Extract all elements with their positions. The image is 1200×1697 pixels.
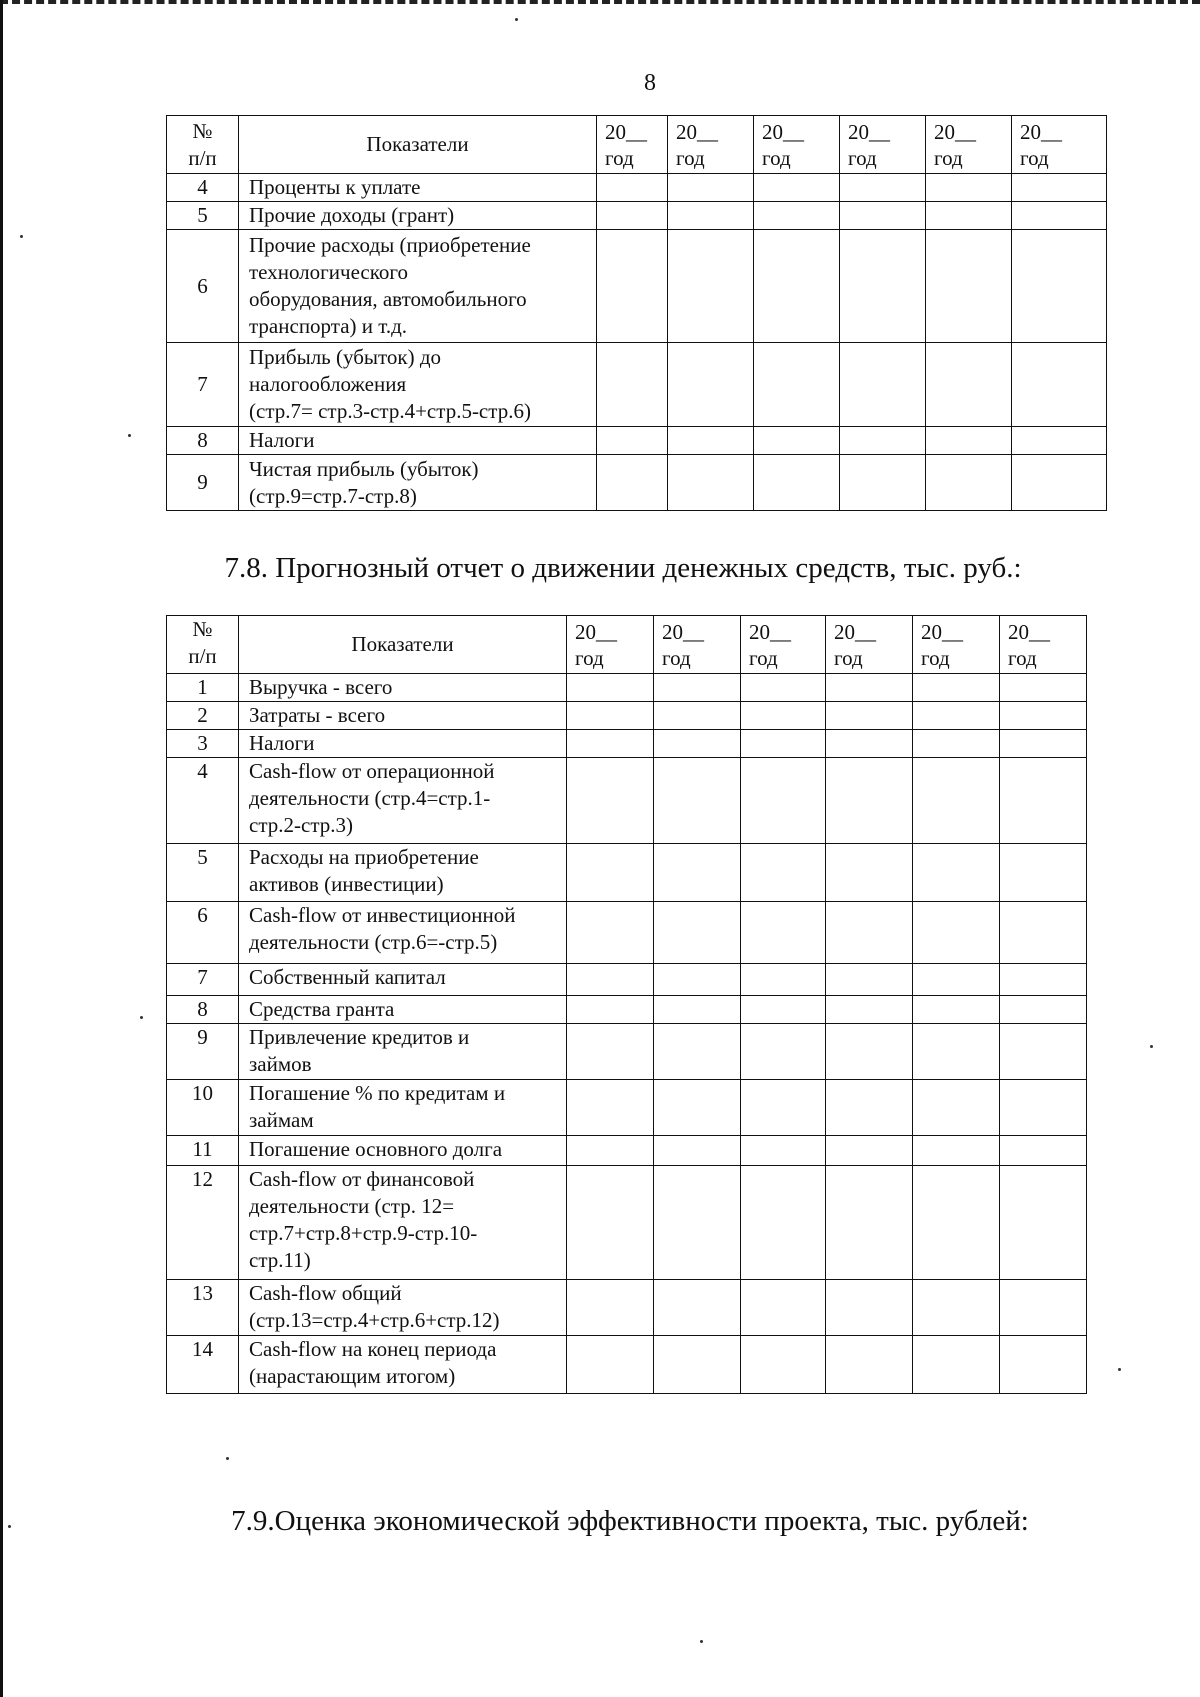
year-value-cell[interactable] bbox=[668, 343, 754, 427]
year-value-cell[interactable] bbox=[567, 1080, 654, 1136]
header-number-label: п/п bbox=[188, 145, 217, 170]
row-number-cell: 14 bbox=[167, 1336, 239, 1394]
row-indicator-cell bbox=[239, 730, 567, 758]
year-value-cell[interactable] bbox=[1012, 230, 1107, 343]
header-year-label: год bbox=[921, 645, 950, 670]
header-year-label: 20__ bbox=[605, 119, 647, 144]
indicator-text-line: стр.7+стр.8+стр.9-стр.10- bbox=[249, 1221, 478, 1245]
header-year-label: год bbox=[934, 145, 963, 170]
year-value-cell[interactable] bbox=[913, 758, 1000, 844]
year-value-cell[interactable] bbox=[741, 1136, 826, 1166]
header-year-label: год bbox=[662, 645, 691, 670]
indicator-text-line: оборудования, автомобильного bbox=[249, 287, 527, 311]
year-value-cell[interactable] bbox=[654, 1166, 741, 1280]
header-year-label: год bbox=[1020, 145, 1049, 170]
year-value-cell[interactable] bbox=[567, 1166, 654, 1280]
year-value-cell[interactable] bbox=[913, 996, 1000, 1024]
year-value-cell[interactable] bbox=[567, 674, 654, 702]
table-row bbox=[167, 1336, 1087, 1394]
year-value-cell[interactable] bbox=[913, 1080, 1000, 1136]
row-indicator-cell bbox=[239, 844, 567, 902]
year-value-cell[interactable] bbox=[913, 674, 1000, 702]
year-value-cell[interactable] bbox=[826, 844, 913, 902]
year-value-cell[interactable] bbox=[741, 902, 826, 964]
year-value-cell[interactable] bbox=[741, 758, 826, 844]
table-row bbox=[167, 1080, 1087, 1136]
table-header-row bbox=[167, 616, 1087, 674]
year-value-cell[interactable] bbox=[1000, 1336, 1087, 1394]
year-value-cell[interactable] bbox=[1000, 1280, 1087, 1336]
table-row bbox=[167, 902, 1087, 964]
year-value-cell[interactable] bbox=[913, 702, 1000, 730]
year-value-cell[interactable] bbox=[1000, 1024, 1087, 1080]
scan-speck bbox=[20, 235, 23, 238]
header-year-label: 20__ bbox=[749, 619, 791, 644]
header-cell-year bbox=[741, 616, 826, 674]
row-indicator-cell bbox=[239, 996, 567, 1024]
row-indicator-cell bbox=[239, 1336, 567, 1394]
header-cell-year bbox=[754, 116, 840, 174]
year-value-cell[interactable] bbox=[597, 230, 668, 343]
year-value-cell[interactable] bbox=[567, 730, 654, 758]
header-year-label: 20__ bbox=[575, 619, 617, 644]
year-value-cell[interactable] bbox=[741, 674, 826, 702]
indicator-text-line: Прибыль (убыток) до bbox=[249, 345, 442, 369]
table-row bbox=[167, 844, 1087, 902]
indicator-text-line: активов (инвестиции) bbox=[249, 872, 444, 896]
year-value-cell[interactable] bbox=[741, 730, 826, 758]
row-number-cell: 6 bbox=[167, 902, 239, 964]
header-year-label: год bbox=[1008, 645, 1037, 670]
indicator-text-line: Затраты - всего bbox=[249, 703, 386, 727]
year-value-cell[interactable] bbox=[840, 202, 926, 230]
header-year-label: 20__ bbox=[921, 619, 963, 644]
year-value-cell[interactable] bbox=[913, 1024, 1000, 1080]
indicator-text-line: (стр.9=стр.7-стр.8) bbox=[249, 483, 417, 508]
year-value-cell[interactable] bbox=[826, 1280, 913, 1336]
table-row bbox=[167, 202, 1107, 230]
year-value-cell[interactable] bbox=[1000, 758, 1087, 844]
header-year-label: 20__ bbox=[762, 119, 804, 144]
year-value-cell[interactable] bbox=[1000, 844, 1087, 902]
year-value-cell[interactable] bbox=[1000, 1080, 1087, 1136]
year-value-cell[interactable] bbox=[597, 427, 668, 455]
row-indicator-cell bbox=[239, 174, 597, 202]
year-value-cell[interactable] bbox=[826, 674, 913, 702]
year-value-cell[interactable] bbox=[826, 730, 913, 758]
year-value-cell[interactable] bbox=[1000, 1136, 1087, 1166]
header-number-label: № bbox=[192, 118, 213, 143]
section-7-8-heading: 7.8. Прогнозный отчет о движении денежных средств, тыс. руб.: bbox=[224, 552, 1022, 584]
year-value-cell[interactable] bbox=[826, 1080, 913, 1136]
year-value-cell[interactable] bbox=[1000, 902, 1087, 964]
table-row bbox=[167, 996, 1087, 1024]
header-year-label: 20__ bbox=[1008, 619, 1050, 644]
indicator-text-line: транспорта) и т.д. bbox=[249, 314, 408, 338]
year-value-cell[interactable] bbox=[1000, 964, 1087, 996]
header-cell-year bbox=[826, 616, 913, 674]
indicator-text-line: Cash-flow от операционной bbox=[249, 759, 495, 783]
row-indicator-cell bbox=[239, 1280, 567, 1336]
indicator-text-line: Налоги bbox=[249, 731, 315, 755]
header-cell-year bbox=[567, 616, 654, 674]
indicator-text-line: Прочие расходы (приобретение bbox=[249, 233, 531, 257]
year-value-cell[interactable] bbox=[826, 758, 913, 844]
year-value-cell[interactable] bbox=[826, 1336, 913, 1394]
year-value-cell[interactable] bbox=[654, 996, 741, 1024]
table-row bbox=[167, 964, 1087, 996]
header-cell-year bbox=[913, 616, 1000, 674]
table-row bbox=[167, 758, 1087, 844]
table-header-row bbox=[167, 116, 1107, 174]
year-value-cell[interactable] bbox=[567, 844, 654, 902]
row-indicator-cell bbox=[239, 202, 597, 230]
row-number-cell: 4 bbox=[167, 174, 239, 202]
year-value-cell[interactable] bbox=[913, 730, 1000, 758]
indicator-text-line: технологического bbox=[249, 260, 408, 284]
header-year-label: 20__ bbox=[834, 619, 876, 644]
year-value-cell[interactable] bbox=[926, 202, 1012, 230]
row-number-cell: 5 bbox=[167, 844, 239, 902]
indicator-text-line: Чистая прибыль (убыток) bbox=[249, 456, 479, 481]
scan-speck bbox=[128, 434, 131, 437]
indicator-text-line: Средства гранта bbox=[249, 997, 395, 1021]
row-number-cell: 9 bbox=[167, 1024, 239, 1080]
year-value-cell[interactable] bbox=[913, 1166, 1000, 1280]
table-row bbox=[167, 1280, 1087, 1336]
indicator-text-line: Погашение основного долга bbox=[249, 1137, 503, 1161]
row-number-cell: 7 bbox=[167, 964, 239, 996]
header-cell-year bbox=[926, 116, 1012, 174]
header-year-label: год bbox=[605, 145, 634, 170]
year-value-cell[interactable] bbox=[913, 964, 1000, 996]
header-year-label: год bbox=[749, 645, 778, 670]
year-value-cell[interactable] bbox=[826, 996, 913, 1024]
indicator-text-line: стр.2-стр.3) bbox=[249, 813, 353, 837]
indicator-text-line: (нарастающим итогом) bbox=[249, 1364, 456, 1388]
year-value-cell[interactable] bbox=[741, 1336, 826, 1394]
year-value-cell[interactable] bbox=[654, 964, 741, 996]
year-value-cell[interactable] bbox=[826, 1166, 913, 1280]
header-cell-year bbox=[654, 616, 741, 674]
row-indicator-cell bbox=[239, 1136, 567, 1166]
table-row bbox=[167, 1166, 1087, 1280]
year-value-cell[interactable] bbox=[567, 1024, 654, 1080]
indicator-text-line: деятельности (стр.4=стр.1- bbox=[249, 786, 491, 810]
row-indicator-cell bbox=[239, 1166, 567, 1280]
year-value-cell[interactable] bbox=[741, 1166, 826, 1280]
year-value-cell[interactable] bbox=[913, 1336, 1000, 1394]
indicator-text-line: Погашение % по кредитам и bbox=[249, 1081, 506, 1105]
header-cell-year bbox=[1000, 616, 1087, 674]
year-value-cell[interactable] bbox=[826, 702, 913, 730]
year-value-cell[interactable] bbox=[1012, 174, 1107, 202]
indicator-text-line: займам bbox=[249, 1108, 314, 1132]
year-value-cell[interactable] bbox=[567, 1280, 654, 1336]
row-indicator-cell bbox=[239, 230, 597, 343]
scan-left-edge bbox=[0, 0, 3, 1697]
year-value-cell[interactable] bbox=[754, 202, 840, 230]
year-value-cell[interactable] bbox=[668, 455, 754, 511]
indicator-text-line: деятельности (стр.6=-стр.5) bbox=[249, 930, 498, 954]
row-number-cell: 8 bbox=[167, 427, 239, 455]
row-number-cell: 5 bbox=[167, 202, 239, 230]
indicator-text-line: Расходы на приобретение bbox=[249, 845, 479, 869]
scan-speck bbox=[226, 1457, 229, 1460]
indicator-text-line: (стр.13=стр.4+стр.6+стр.12) bbox=[249, 1308, 500, 1332]
indicator-text-line: налогообложения bbox=[249, 372, 407, 396]
header-year-label: 20__ bbox=[1020, 119, 1062, 144]
year-value-cell[interactable] bbox=[567, 1336, 654, 1394]
year-value-cell[interactable] bbox=[926, 230, 1012, 343]
row-indicator-cell bbox=[239, 902, 567, 964]
table-row bbox=[167, 455, 1107, 511]
year-value-cell[interactable] bbox=[1000, 702, 1087, 730]
indicator-text-line: Налоги bbox=[249, 428, 315, 452]
year-value-cell[interactable] bbox=[754, 174, 840, 202]
section-7-9-heading: 7.9.Оценка экономической эффективности проекта, тыс. рублей: bbox=[231, 1505, 1029, 1537]
header-number-label: п/п bbox=[188, 644, 217, 668]
year-value-cell[interactable] bbox=[654, 674, 741, 702]
header-cell-year bbox=[1012, 116, 1107, 174]
year-value-cell[interactable] bbox=[567, 702, 654, 730]
row-number-cell: 7 bbox=[167, 343, 239, 427]
row-number-cell: 12 bbox=[167, 1166, 239, 1280]
table-row bbox=[167, 1024, 1087, 1080]
indicator-text-line: Cash-flow от инвестиционной bbox=[249, 903, 516, 927]
indicator-text-line: деятельности (стр. 12= bbox=[249, 1194, 455, 1218]
header-year-label: год bbox=[762, 145, 791, 170]
table-row bbox=[167, 427, 1107, 455]
year-value-cell[interactable] bbox=[913, 1136, 1000, 1166]
year-value-cell[interactable] bbox=[567, 996, 654, 1024]
scan-speck bbox=[700, 1640, 703, 1643]
table-row bbox=[167, 174, 1107, 202]
header-number-label: № bbox=[192, 617, 213, 641]
year-value-cell[interactable] bbox=[654, 730, 741, 758]
year-value-cell[interactable] bbox=[741, 1280, 826, 1336]
year-value-cell[interactable] bbox=[840, 343, 926, 427]
row-indicator-cell bbox=[239, 1024, 567, 1080]
row-indicator-cell bbox=[239, 455, 597, 511]
year-value-cell[interactable] bbox=[567, 758, 654, 844]
year-value-cell[interactable] bbox=[654, 1280, 741, 1336]
row-number-cell: 11 bbox=[167, 1136, 239, 1166]
indicator-text-line: Прочие доходы (грант) bbox=[249, 203, 455, 227]
year-value-cell[interactable] bbox=[1012, 455, 1107, 511]
year-value-cell[interactable] bbox=[826, 1024, 913, 1080]
header-year-label: 20__ bbox=[848, 119, 890, 144]
year-value-cell[interactable] bbox=[926, 455, 1012, 511]
table-row bbox=[167, 343, 1107, 427]
year-value-cell[interactable] bbox=[654, 844, 741, 902]
row-number-cell: 4 bbox=[167, 758, 239, 844]
scan-top-dashed-edge bbox=[0, 0, 1200, 4]
profit-loss-table-continued bbox=[166, 115, 1107, 511]
row-number-cell: 9 bbox=[167, 455, 239, 511]
year-value-cell[interactable] bbox=[754, 230, 840, 343]
table-row bbox=[167, 702, 1087, 730]
year-value-cell[interactable] bbox=[567, 902, 654, 964]
header-year-label: 20__ bbox=[934, 119, 976, 144]
indicator-text-line: Собственный капитал bbox=[249, 965, 446, 989]
year-value-cell[interactable] bbox=[654, 1136, 741, 1166]
header-year-label: год bbox=[848, 145, 877, 170]
year-value-cell[interactable] bbox=[597, 174, 668, 202]
scan-speck bbox=[1118, 1368, 1121, 1371]
year-value-cell[interactable] bbox=[668, 174, 754, 202]
indicator-text-line: стр.11) bbox=[249, 1248, 311, 1272]
indicator-text-line: Выручка - всего bbox=[249, 675, 393, 699]
year-value-cell[interactable] bbox=[926, 343, 1012, 427]
year-value-cell[interactable] bbox=[913, 844, 1000, 902]
header-year-label: год bbox=[575, 645, 604, 670]
scan-speck bbox=[1150, 1045, 1153, 1048]
scan-speck bbox=[515, 18, 518, 21]
year-value-cell[interactable] bbox=[741, 996, 826, 1024]
row-indicator-cell bbox=[239, 758, 567, 844]
year-value-cell[interactable] bbox=[1000, 996, 1087, 1024]
indicator-text-line: займов bbox=[249, 1052, 312, 1076]
year-value-cell[interactable] bbox=[741, 964, 826, 996]
year-value-cell[interactable] bbox=[826, 902, 913, 964]
indicator-text-line: Cash-flow на конец периода bbox=[249, 1337, 497, 1361]
table-row bbox=[167, 730, 1087, 758]
year-value-cell[interactable] bbox=[654, 702, 741, 730]
year-value-cell[interactable] bbox=[926, 174, 1012, 202]
year-value-cell[interactable] bbox=[741, 844, 826, 902]
table-row bbox=[167, 1136, 1087, 1166]
year-value-cell[interactable] bbox=[654, 902, 741, 964]
cash-flow-forecast-table bbox=[166, 615, 1087, 1394]
row-number-cell: 1 bbox=[167, 674, 239, 702]
header-cell-indicators: Показатели bbox=[239, 616, 567, 674]
year-value-cell[interactable] bbox=[1012, 427, 1107, 455]
row-number-cell: 2 bbox=[167, 702, 239, 730]
year-value-cell[interactable] bbox=[567, 964, 654, 996]
year-value-cell[interactable] bbox=[668, 427, 754, 455]
year-value-cell[interactable] bbox=[826, 1136, 913, 1166]
row-number-cell: 3 bbox=[167, 730, 239, 758]
year-value-cell[interactable] bbox=[741, 702, 826, 730]
year-value-cell[interactable] bbox=[840, 230, 926, 343]
page-number: 8 bbox=[644, 70, 656, 96]
row-number-cell: 13 bbox=[167, 1280, 239, 1336]
year-value-cell[interactable] bbox=[741, 1080, 826, 1136]
row-indicator-cell bbox=[239, 674, 567, 702]
row-indicator-cell bbox=[239, 964, 567, 996]
year-value-cell[interactable] bbox=[654, 1024, 741, 1080]
row-indicator-cell bbox=[239, 427, 597, 455]
year-value-cell[interactable] bbox=[654, 1080, 741, 1136]
year-value-cell[interactable] bbox=[754, 427, 840, 455]
row-number-cell: 8 bbox=[167, 996, 239, 1024]
row-number-cell: 10 bbox=[167, 1080, 239, 1136]
year-value-cell[interactable] bbox=[1000, 730, 1087, 758]
header-cell-number bbox=[167, 116, 239, 174]
year-value-cell[interactable] bbox=[1012, 202, 1107, 230]
row-indicator-cell bbox=[239, 702, 567, 730]
scan-speck bbox=[8, 1525, 11, 1528]
header-cell-indicators: Показатели bbox=[239, 116, 597, 174]
header-year-label: год bbox=[834, 645, 863, 670]
year-value-cell[interactable] bbox=[926, 427, 1012, 455]
year-value-cell[interactable] bbox=[840, 455, 926, 511]
indicator-text-line: Cash-flow общий bbox=[249, 1281, 402, 1305]
row-indicator-cell bbox=[239, 1080, 567, 1136]
row-indicator-cell bbox=[239, 343, 597, 427]
year-value-cell[interactable] bbox=[1012, 343, 1107, 427]
indicator-text-line: (стр.7= стр.3-стр.4+стр.5-стр.6) bbox=[249, 399, 531, 423]
indicator-text-line: Привлечение кредитов и bbox=[249, 1025, 470, 1049]
scan-speck bbox=[140, 1016, 143, 1019]
year-value-cell[interactable] bbox=[754, 343, 840, 427]
year-value-cell[interactable] bbox=[913, 902, 1000, 964]
table-row bbox=[167, 674, 1087, 702]
header-year-label: 20__ bbox=[662, 619, 704, 644]
header-year-label: 20__ bbox=[676, 119, 718, 144]
row-number-cell: 6 bbox=[167, 230, 239, 343]
year-value-cell[interactable] bbox=[597, 202, 668, 230]
indicator-text-line: Проценты к уплате bbox=[249, 175, 421, 199]
year-value-cell[interactable] bbox=[741, 1024, 826, 1080]
year-value-cell[interactable] bbox=[567, 1136, 654, 1166]
year-value-cell[interactable] bbox=[654, 1336, 741, 1394]
year-value-cell[interactable] bbox=[668, 202, 754, 230]
year-value-cell[interactable] bbox=[668, 230, 754, 343]
year-value-cell[interactable] bbox=[654, 758, 741, 844]
indicator-text-line: Cash-flow от финансовой bbox=[249, 1167, 475, 1191]
header-cell-number bbox=[167, 616, 239, 674]
year-value-cell[interactable] bbox=[826, 964, 913, 996]
year-value-cell[interactable] bbox=[597, 455, 668, 511]
year-value-cell[interactable] bbox=[840, 427, 926, 455]
header-year-label: год bbox=[676, 145, 705, 170]
year-value-cell[interactable] bbox=[840, 174, 926, 202]
year-value-cell[interactable] bbox=[597, 343, 668, 427]
year-value-cell[interactable] bbox=[1000, 674, 1087, 702]
header-cell-year bbox=[668, 116, 754, 174]
table-row bbox=[167, 230, 1107, 343]
header-cell-year bbox=[840, 116, 926, 174]
header-cell-year bbox=[597, 116, 668, 174]
year-value-cell[interactable] bbox=[1000, 1166, 1087, 1280]
year-value-cell[interactable] bbox=[754, 455, 840, 511]
year-value-cell[interactable] bbox=[913, 1280, 1000, 1336]
